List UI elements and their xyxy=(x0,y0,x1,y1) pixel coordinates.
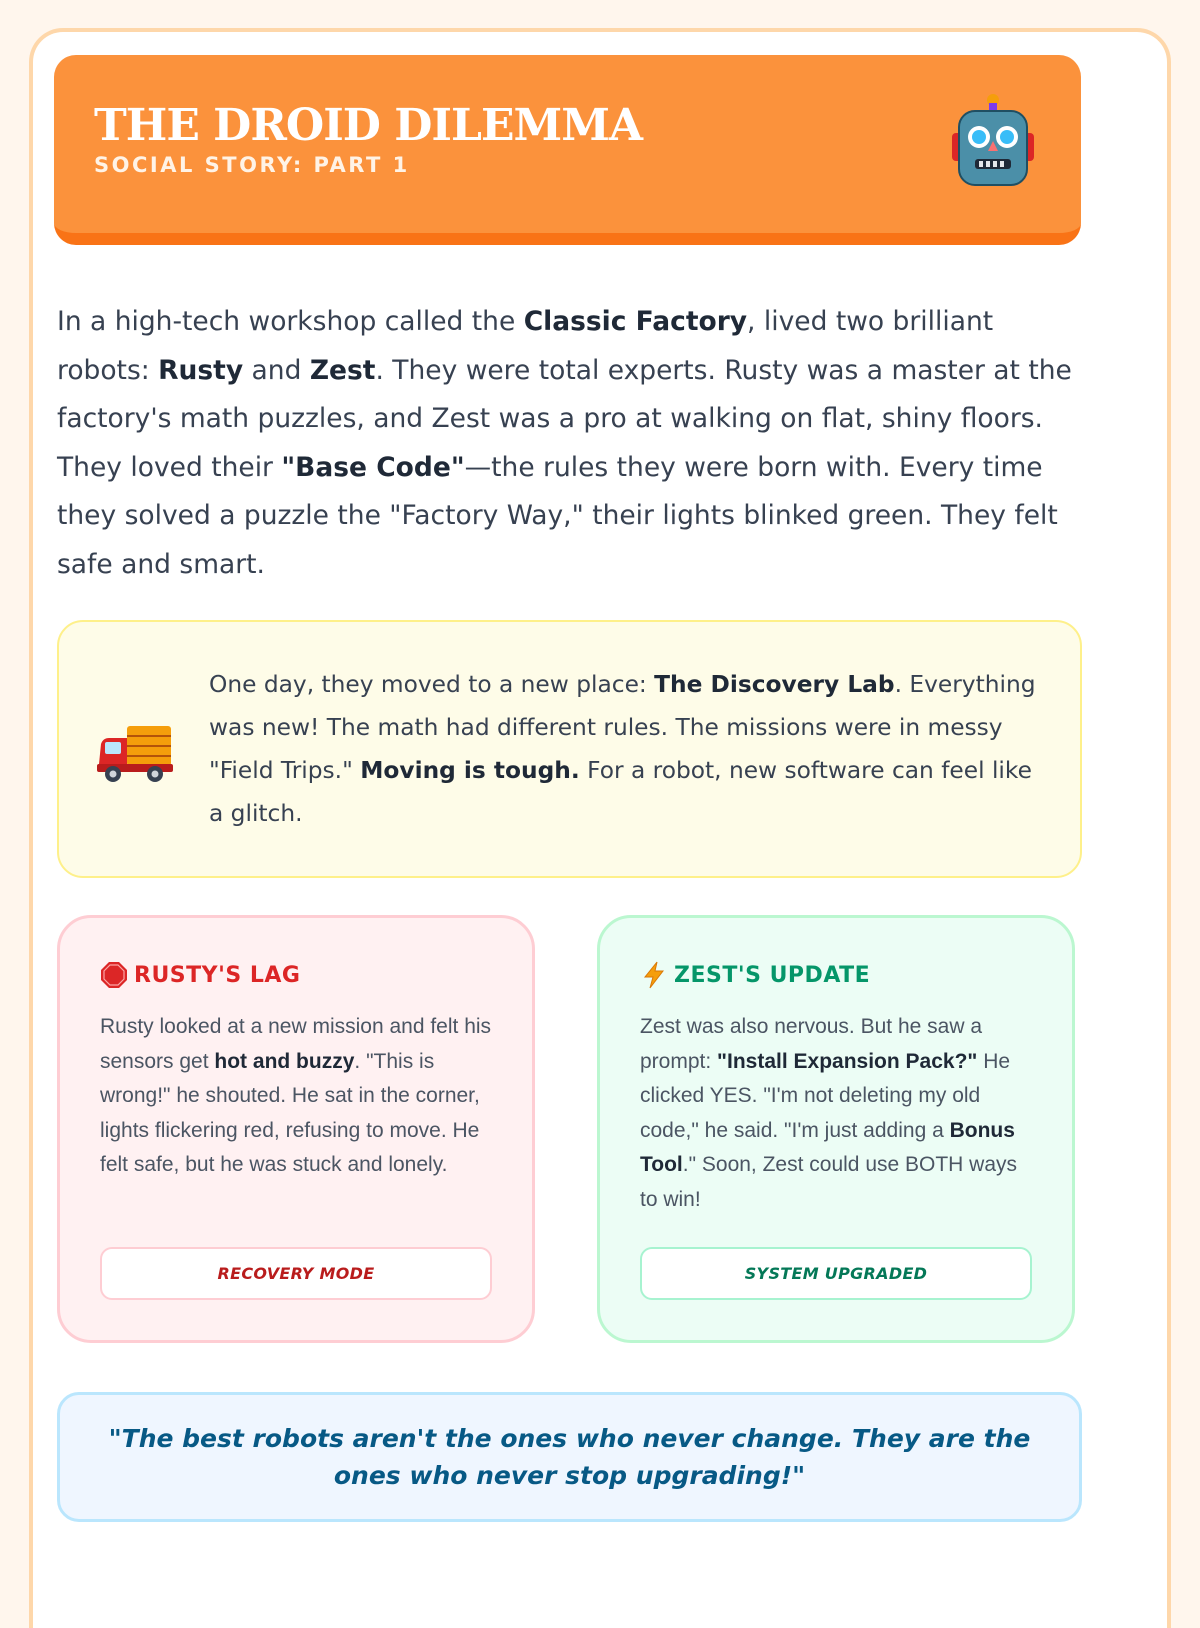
rusty-name: Rusty xyxy=(158,354,244,386)
recovery-mode-badge: RECOVERY MODE xyxy=(100,1247,492,1300)
quote-box xyxy=(57,1392,1082,1522)
moving-is-tough-term: Moving is tough. xyxy=(360,757,580,784)
install-expansion-pack-term: "Install Expansion Pack?" xyxy=(717,1049,978,1073)
zest-panel-body: Zest was also nervous. But he saw a prompt: "Install Expansion Pack?" He clicked YES. "I'm not deleting my old code," he said. "I'm just adding a Bonus Tool." Soon, Zest could use BOTH ways to win! xyxy=(640,1015,1018,1211)
zest-panel xyxy=(597,915,1075,1343)
robot-icon xyxy=(949,91,1037,191)
system-upgraded-badge: SYSTEM UPGRADED xyxy=(640,1247,1032,1300)
intro-paragraph: In a high-tech workshop called the Classic Factory, lived two brilliant robots: Rusty and Zest. They were total experts. Rusty was a master at the factory's math puzzles, and Zest was a pro at walking on flat, shiny floors. They loved their "Base Code"—the rules they were born with. Every time they solved a puzzle the "Factory Way," their lights blinked green. They felt safe and smart. xyxy=(57,306,1072,580)
quote-text: "The best robots aren't the ones who never change. They are the ones who never stop upgrading!" xyxy=(108,1424,1031,1490)
story-header xyxy=(54,55,1081,245)
classic-factory-term: Classic Factory xyxy=(523,306,748,337)
moving-paragraph: One day, they moved to a new place: The Discovery Lab. Everything was new! The math had different rules. The missions were in messy "Field Trips." Moving is tough. For a robot, new software can feel like a glitch. xyxy=(209,671,1036,827)
hot-and-buzzy-term: hot and buzzy xyxy=(214,1049,355,1073)
zest-panel-header xyxy=(640,958,1032,992)
lightning-icon xyxy=(640,961,668,989)
discovery-lab-term: The Discovery Lab xyxy=(654,671,895,698)
base-code-term: "Base Code" xyxy=(281,451,465,483)
truck-icon xyxy=(97,720,173,784)
rusty-panel-header xyxy=(100,958,492,992)
bonus-tool-term: Bonus Tool xyxy=(640,1118,1015,1176)
moving-callout xyxy=(57,620,1082,878)
rusty-panel-body: Rusty looked at a new mission and felt his sensors get hot and buzzy. "This is wrong!" he shouted. He sat in the corner, lights flickering red, refusing to move. He felt safe, but he was stuck and lonely. xyxy=(100,1015,492,1176)
rusty-panel xyxy=(57,915,535,1343)
zest-panel-title: ZEST'S UPDATE xyxy=(674,962,871,988)
page-subtitle: SOCIAL STORY: PART 1 xyxy=(94,153,410,177)
zest-name: Zest xyxy=(309,354,376,386)
rusty-panel-title: RUSTY'S LAG xyxy=(134,962,301,988)
stop-sign-icon xyxy=(100,961,128,989)
page-title: THE DROID DILEMMA xyxy=(94,100,643,151)
